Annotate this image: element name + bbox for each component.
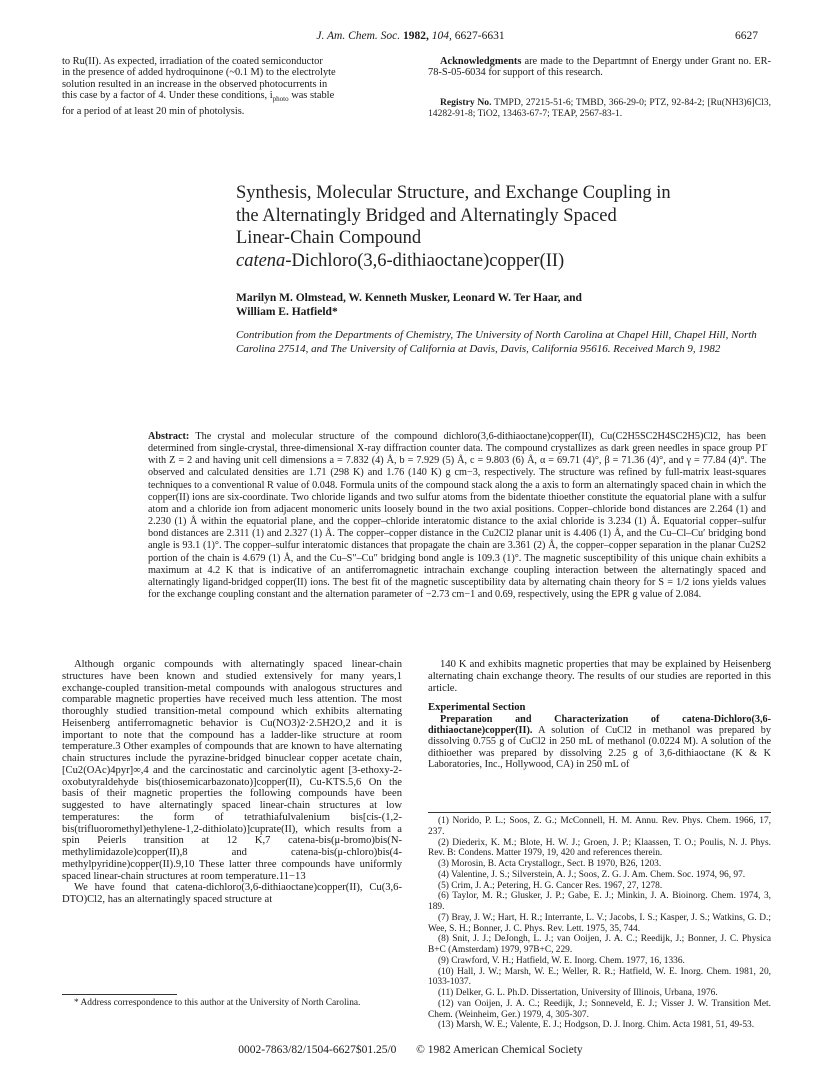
registry-text: TMPD, 27215-51-6; TMBD, 366-29-0; PTZ, 92-84-2; [Ru(NH3)6]Cl3, 14282-91-8; TiO2, 13463-67-7; TEAP, 2567-83-1. [428,97,772,119]
references-rule [428,812,771,813]
prev-line-1: to Ru(II). As expected, irradiation of the coated semiconductor [62,56,323,67]
prep-paragraph [428,714,771,770]
footnote: * Address correspondence to this author at the University of North Carolina. [74,998,361,1008]
abstract [148,431,766,601]
title-line-2: the Alternatingly Bridged and Alternatingly Spaced [236,205,617,226]
abstract-text: The crystal and molecular structure of the compound dichloro(3,6-dithiaoctane)copper(II), Cu(C2H5SC2H4SC2H5)Cl2, has been determined from single-crystal, three-dimensional X-ray diffraction counter data. The compound crystallizes as dark green needles in space group P1̄ with Z = 2 and having unit cell dimensions a = 7.832 (4) Å, b = 7.929 (5) Å, c = 9.803 (6) Å, α = 69.71 (4)°, β = 71.36 (4)°, and γ = 77.84 (4)°. The observed and calculated densities are 1.71 (298 K) and 1.76 (140 K) g cm−3, respectively. The structure was refined by full-matrix least-squares techniques to a conventional R value of 0.048. Formula units of the compound stack along the a axis to form an alternatingly spaced chain in which the copper(II) ions are six-coordinate. Two chloride ligands and two sulfur atoms from the bidentate thioether constitute the equatorial plane with a sulfur atom and a chloride ion from adjacent monomeric units loosely bound in the two axial positions. Copper–chloride bond distances are 2.264 (1) and 2.230 (1) Å within the equatorial plane, and the copper–chloride interatomic distance to the axial chloride is 3.234 (1) Å. Equatorial copper–sulfur bond distances are 2.311 (1) and 2.327 (1) Å. The copper–copper distance in the Cu2Cl2 planar unit is 4.406 (1) Å, and the Cu–Cl–Cu′ bridging bond angle is 93.1 (1)°. The copper–sulfur interatomic distances that propagate the chain are 3.361 (2) Å, the copper–copper separation in the planar Cu2S2 portion of the chain is 4.679 (1) Å, and the Cu–S″–Cu″ bridging bond angle is 109.3 (1)°. The magnetic susceptibility of this unique chain exhibits a maximum at 4.2 K that is indicative of an antiferromagnetic intrachain exchange coupling interaction between the alternatingly spaced and alternatingly ligand-bridged copper(II) ions. The best fit of the magnetic susceptibility data by alternating chain theory for S = 1/2 ions yields values for the exchange coupling constant and the alternation parameter of −2.73 cm−1 and 0.69, respectively, using the EPR g value of 2.084. [148,431,766,601]
page-footer [0,1044,821,1056]
reference-item: (7) Bray, J. W.; Hart, H. R.; Interrante, L. V.; Jacobs, I. S.; Kasper, J. S.; Watkins, G. D.; Wee, S. H.; Bonner, J. C. Phys. Rev. Lett. 1975, 35, 744. [428,912,771,934]
title-line-4: catena-Dichloro(3,6-dithiaoctane)copper(II) [236,250,565,271]
ack-text: are made to the Departmnt of Energy under Grant no. ER-78-S-05-6034 for support of this research. [428,56,771,79]
reference-item: (12) van Ooijen, J. A. C.; Reedijk, J.; Sonneveld, E. J.; Visser J. W. Transition Met. Chem. (Weinheim, Ger.) 1979, 4, 305-307. [428,998,771,1020]
contribution-note: Contribution from the Departments of Chemistry, The University of North Carolina at Chapel Hill, Chapel Hill, North Carolina 27514, and The University of California at Davis, Davis, California 95616. Received March 9, 1982 [236,329,757,355]
prev-article-text [62,56,402,117]
body-paragraph-1: Although organic compounds with alternatingly spaced linear-chain structures have been known and studied extensively for many years,1 exchange-coupled transition-metal compounds with analogous structures and comparable magnetic properties have received much less attention. The most thoroughly studied transition-metal compound which exhibits alternating Heisenberg antiferromagnetic behavior is Cu(NO3)2·2.5H2O,2 and it is important to note that the compound has a ladder-like structure at room temperature.3 Other examples of compounds that are known to have alternating chain structures include the pyrazine-bridged binuclear copper acetate chain, [Cu2(OAc)4pyr]∞,4 and the carcinostatic and carcinolytic agent [3-ethoxy-2-oxobutyraldehyde bis(thiosemicarbazonato)]copper(II), Cu-KTS.5,6 On the basis of their magnetic properties the following compounds have been suggested to have alternatingly spaced linear-chain structures at low temperatures: the form of tetrathiafulvalenium bis[cis-(1,2-bis(trifluoromethyl)ethylene-1,2-dithiolato)]cuprate(II), which results from a spin Peierls transition at 12 K,7 catena-bis(μ-bromo)bis(N-methylimidazole)copper(II),8 and catena-bis(μ-chloro)bis(4-methylpyridine)copper(II).9,10 These latter three compounds have uniformly spaced linear-chain structures at room temperature.11−13 [62,659,402,882]
journal-volume: 104, [431,30,452,42]
body-paragraph-2: We have found that catena-dichloro(3,6-dithiaoctane)copper(II), Cu(3,6-DTO)Cl2, has an alternatingly spaced structure at [62,882,402,905]
authors-line-1: Marilyn M. Olmstead, W. Kenneth Musker, Leonard W. Ter Haar, and [236,292,582,304]
journal-citation [0,30,821,42]
authors [236,291,796,319]
prep-text: A solution of CuCl2 in methanol was prepared by dissolving 0.755 g of CuCl2 in 250 mL of methanol (0.0224 M). A solution of the dithioether was prepared by dissolving 2.25 g of 3,6-dithiaoctane (K & K Laboratories, Inc., Hollywood, CA) in 250 mL of [428,725,771,770]
prev-line-4: this case by a factor of 4. Under these conditions, $i_{photo}$ was stable [62,90,335,104]
title-line-1: Synthesis, Molecular Structure, and Exchange Coupling in [236,183,671,203]
abstract-label: Abstract: [148,431,190,442]
reference-item: (13) Marsh, W. E.; Valente, E. J.; Hodgson, D. J. Inorg. Chim. Acta 1981, 51, 49-53. [438,1020,755,1031]
reference-item: (1) Norido, P. L.; Soos, Z. G.; McConnell, H. M. Annu. Rev. Phys. Chem. 1966, 17, 237. [428,816,771,837]
authors-line-2: William E. Hatfield* [236,306,338,318]
footer-code: 0002-7863/82/1504-6627$01.25/0 [238,1044,397,1056]
journal-name: J. Am. Chem. Soc. [316,30,401,42]
prev-article-ack [428,56,771,79]
prev-line-3: solution resulted in an increase in the observed photocurrents in [62,78,328,90]
reference-item: (8) Snit, J. J.; DeJongh, L. J.; van Ooijen, J. A. C.; Reedijk, J.; Bonner, J. C. Physica B+C (Amsterdam) 1979, 97B+C, 229. [428,934,771,955]
registry-label: Registry No. [440,97,492,108]
reference-item: (4) Valentine, J. S.; Silverstein, A. J.; Soos, Z. G. J. Am. Chem. Soc. 1974, 96, 97. [438,869,746,880]
prev-article-registry [428,97,771,119]
footnote-rule [62,994,177,995]
journal-year: 1982, [403,30,429,42]
reference-item: (5) Crim, J. A.; Petering, H. G. Cancer Res. 1967, 27, 1278. [438,880,663,891]
page-number: 6627 [735,30,758,42]
prep-label: Preparation and Characterization of catena-Dichloro(3,6-dithiaoctane)copper(II). [428,714,771,737]
prev-line-2: in the presence of added hydroquinone (~0.1 M) to the electrolyte [62,67,336,79]
references [428,816,771,1031]
ack-label: Acknowledgments [440,56,522,67]
section-heading: Experimental Section [428,702,526,714]
title-line-3: Linear-Chain Compound [236,228,422,248]
reference-item: (3) Morosin, B. Acta Crystallogr., Sect. B 1970, B26, 1203. [438,859,662,869]
body-left-column [62,659,402,906]
reference-item: (2) Diederix, K. M.; Blote, H. W. J.; Groen, J. P.; Klaassen, T. O.; Poulis, N. J. Phys. Rev. B: Condens. Matter 1979, 19, 420 and references therein. [428,837,771,859]
body-right-paragraph: 140 K and exhibits magnetic properties that may be explained by Heisenberg alternating chain exchange theory. The results of our studies are reported in this article. [428,659,771,694]
article-title [236,182,796,272]
footer-copyright: © 1982 American Chemical Society [416,1044,583,1056]
journal-pages: 6627-6631 [454,30,505,42]
reference-item: (10) Hall, J. W.; Marsh, W. E.; Weller, R. R.; Hatfield, W. E. Inorg. Chem. 1981, 20, 1033-1037. [428,966,771,988]
prev-line-5: for a period of at least 20 min of photolysis. [62,105,245,117]
reference-item: (11) Delker, G. L. Ph.D. Dissertation, University of Illinois, Urbana, 1976. [438,988,718,998]
reference-item: (9) Crawford, V. H.; Hatfield, W. E. Inorg. Chem. 1977, 16, 1336. [438,955,685,966]
body-right-column [428,659,771,770]
reference-item: (6) Taylor, M. R.; Glusker, J. P.; Gabe, E. J.; Minkin, J. A. Bioinorg. Chem. 1974, 3, 189. [428,891,771,912]
